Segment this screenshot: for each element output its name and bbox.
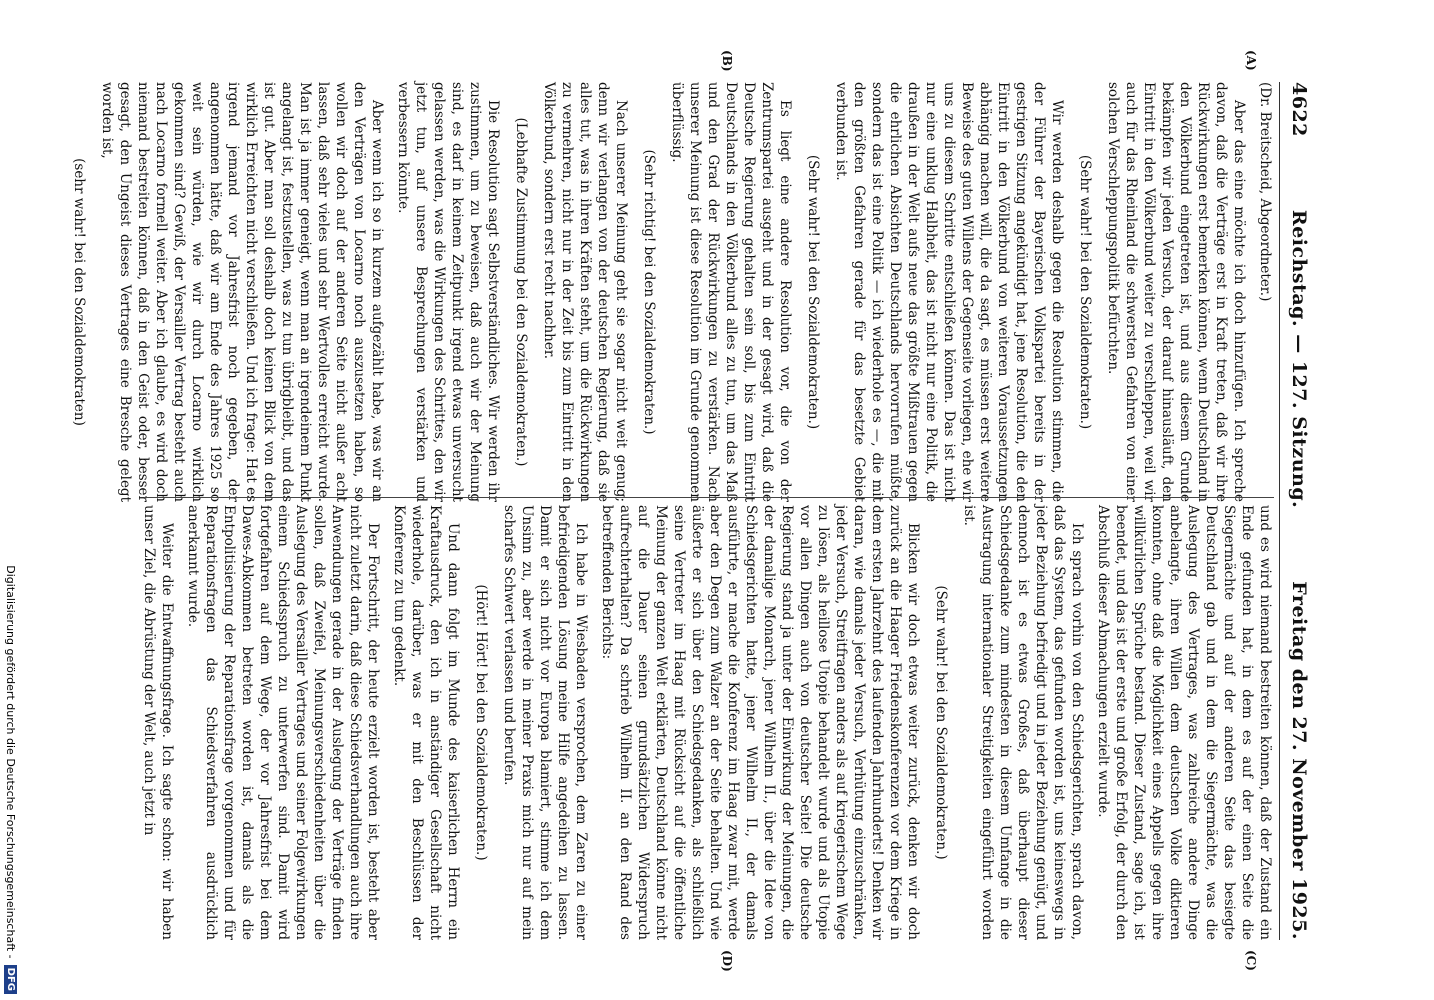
page-header: [1280, 82, 1310, 940]
margin-mark-d: (D): [720, 950, 734, 972]
interjection: (Sehr wahr! bei den Sozialdemokraten.): [805, 154, 821, 430]
quotation: Ich habe in Wiesbaden versprochen, dem Zaren zu einer befriedigenden Lösung meine Hilfe angedeihen zu lassen. Damit er sich nicht vor Europa blamiert, stimme ich dem Unsinn zu, aber werde in meiner Praxis mich nur auf mein scharfes Schwert verlassen und berufen.: [501, 505, 589, 940]
interjection: (Sehr wahr! bei den Sozialdemokraten.): [1077, 154, 1093, 430]
interjection: (Lebhafte Zustimmung bei den Sozialdemokraten.): [513, 117, 529, 467]
paragraph: Weiter die Entwaffnungsfrage. Ich sagte schon: wir haben unser Ziel, die Abrüstung der Welt, auch jetzt in: [141, 505, 175, 940]
paragraph: (Dr. Breitscheid, Abgeordneter.): [1257, 82, 1273, 302]
column-divider: [144, 497, 1274, 498]
interjection: (sehr wahr! bei den Sozialdemokraten): [71, 158, 87, 426]
header-rule: [1279, 82, 1280, 940]
paragraph: Es liegt eine andere Resolution vor, die von der Zentrumspartei ausgeht und in der gesagt wird, daß die Deutsche Regierung gehalten sein soll, bis zum Eintritt Deutschlands in den Völkerbund alles zu tun, um das Maß und den Grad der Rückwirkungen zu verstärken. Nach unserer Meinung ist diese Resolution im Grunde genommen überflüssig.: [669, 82, 793, 502]
margin-mark-a: (A): [1244, 50, 1258, 71]
paragraph: Blicken wir doch etwas weiter zurück, denken wir doch zurück an die Haager Friedenskonferenzen vor dem Kriege in dem ersten Jahrzehnt des laufenden Jahrhunderts! Denken wir daran, wie damals jeder Versuch, Verhütung einzuschränken, jeder Versuch, Streitfragen anders als auf kriegerischem Wege zu lösen, als heillose Utopie behandelt wurde und als Utopie vor allen Dingen auch von deutscher Seite! Die deutsche Regierung stand ja unter der Einwirkung der Meinungen, die der damalige Monarch, jener Wilhelm II., über die Idee von Schiedsgerichten hatte, jener Wilhelm II., der damals ausführte, er mache die Konferenz im Haag zwar mit, werde aber den Degen zum Walzer an der Seite behalten. Und wie äußerte er sich über den Schiedsgedanken, als schließlich seine Vertreter im Haag mit Rücksicht auf die öffentliche Meinung der ganzen Welt erklärten, Deutschland könne nicht auf die Dauer seinen grundsätzlichen Widerspruch aufrechterhalten? Da schrieb Wilhelm II. an den Rand des betreffenden Berichts:: [599, 505, 921, 940]
interjection: (Hört! Hört! bei den Sozialdemokraten.): [473, 584, 489, 861]
paragraph: Der Fortschritt, der heute erzielt worden ist, besteht aber nicht zuletzt darin, daß diese Schiedsverhandlungen auch ihre Anwendungen gerade in der Auslegung der Verträge finden sollen, daß Zweifel, Meinungsverschiedenheiten über die Auslegung des Versailler Vertrages und seiner Folgewirkungen einem Schiedsspruch zu unterwerfen sind. Damit wird fortgefahren auf dem Wege, der vor Jahresfrist bei dem Dawes-Abkommen betreten worden ist, damals als die Entpolitisierung der Reparationsfrage vorgenommen und für Reparationsfragen das Schiedsverfahren ausdrücklich anerkannt wurde.: [185, 505, 381, 940]
paragraph: und es wird niemand bestreiten können, daß der Zustand ein Ende gefunden hat, in dem es auf der einen Seite die Siegermächte und auf der anderen Seite das besiegte Deutschland gab und in dem die Siegermächte, was die Auslegung des Vertrages, was zahlreiche andere Dinge anbelangte, ihren Willen dem deutschen Volke diktieren konnten, ohne daß die Möglichkeit eines Appells gegen ihre willkürlichen Sprüche bestand. Dieser Zustand, sage ich, ist beendet, und das ist der erste und große Erfolg, der durch den Abschluß dieser Abmachungen erzielt wurde.: [1095, 505, 1273, 940]
digitization-footer: [0, 0, 22, 1000]
left-column: [60, 82, 1274, 502]
dfg-logo: DFG: [5, 965, 18, 994]
paragraph: Aber das eine möchte ich doch hinzufügen. Ich spreche davon, daß die Verträge erst in Kraft treten, daß wir ihre Rückwirkungen erst bemerken können, wenn Deutschland in den Völkerbund eingetreten ist, und aus diesem Grunde bekämpfen wir jeden Versuch, der darauf hinausläuft, den Eintritt in den Völkerbund weiter zu verschleppen, weil wir auch für das Rheinland die schwersten Gefahren von einer solchen Verschleppungspolitik befürchten.: [1105, 82, 1247, 502]
page-number: 4622: [1288, 82, 1310, 137]
right-column: [132, 505, 1274, 940]
interjection: (Sehr wahr! bei den Sozialdemokraten.): [933, 585, 949, 860]
interjection: (Sehr richtig! bei den Sozialdemokraten.): [641, 149, 657, 435]
paragraph: Wir werden deshalb gegen die Resolution stimmen, die der Führer der Bayerischen Volkspartei bereits in der gestrigen Sitzung angekündigt hat, jene Resolution, die den Eintritt in den Völkerbund von weiteren Voraussetzungen abhängig machen will, die da sagt, es müssen erst weitere Beweise des guten Willens der Gegenseite vorliegen, ehe wir uns zu diesem Schritte entschließen können. Das ist nicht nur eine unklug Halbheit, das ist nicht nur eine Politik, die draußen in der Welt aufs neue das größte Mißtrauen gegen die ehrlichen Absichten Deutschlands hervorrufen müßte, sondern das ist eine Politik — ich wiederhole es —, die mit den größten Gefahren gerade für das besetzte Gebiet verbunden ist.: [833, 82, 1065, 502]
header-title: Reichstag. — 127. Sitzung.: [1288, 209, 1310, 509]
margin-mark-c: (C): [1244, 950, 1258, 971]
paragraph: Ich sprach vorhin von den Schiedsgerichten, sprach davon, daß das System, das gefunden worden ist, uns keineswegs in jeder Beziehung befriedigt und in jeder Beziehung genügt, und dennoch ist es etwas Großes, daß überhaupt dieser Schiedsgedanke zum mindesten in diesem Umfange in die Austragung internationaler Streitigkeiten eingeführt worden ist.: [961, 505, 1085, 940]
header-date: Freitag den 27. November 1925.: [1288, 581, 1310, 940]
margin-mark-b: (B): [720, 50, 734, 72]
paragraph: Aber wenn ich so in kurzem aufgezählt habe, was wir an den Verträgen von Locarno noch auszusetzen haben, so wollen wir doch auf der anderen Seite nicht außer acht lassen, daß sehr vieles und sehr Wertvolles erreicht wurde. Man ist ja immer geneigt, wenn man an irgendeinem Punkt angelangt ist, festzustellen, was zu tun übrigbleibt, und das ist gut. Aber man soll deshalb doch keinen Blick von dem wirklich Erreichten nicht verschließen. Und ich frage: Hat es irgend jemand vor Jahresfrist noch gegeben, der angenommen hätte, daß wir am Ende des Jahres 1925 so weit sein würden, wie wir durch Locarno wirklich gekommen sind? Gewiß, der Versailler Vertrag besteht auch nach Locarno formell weiter. Aber ich glaube, es wird doch niemand bestreiten können, daß in den Geist oder, besser gesagt, den Ungeist dieses Vertrages eine Bresche gelegt worden ist,: [99, 82, 385, 502]
paragraph: Nach unserer Meinung geht sie sogar nicht weit genug; denn wir verlangen von der deutschen Regierung, daß sie alles tut, was in ihren Kräften steht, um die Rückwirkungen zu vermehren, nicht nur in der Zeit bis zum Eintritt in den Völkerbund, sondern erst recht nachher.: [541, 82, 629, 502]
paragraph: Und dann folgt im Munde des kaiserlichen Herrn ein Kraftausdruck, den ich in anständiger Gesellschaft nicht wiederhole, darüber, was er mit den Beschlüssen der Konferenz zu tun gedenkt.: [391, 505, 461, 940]
paragraph: Die Resolution sagt Selbstverständliches. Wir werden ihr zustimmen, um zu beweisen, daß auch wir der Meinung sind, es darf in keinem Zeitpunkt irgend etwas unversucht gelassen werden, was die Wirkungen des Schrittes, den wir jetzt tun, auf unsere Besprechungen verstärken und verbessern könnte.: [395, 82, 501, 502]
footer-text: Digitalisierung gefördert durch die Deutsche Forschungsgemeinschaft -: [4, 565, 18, 959]
